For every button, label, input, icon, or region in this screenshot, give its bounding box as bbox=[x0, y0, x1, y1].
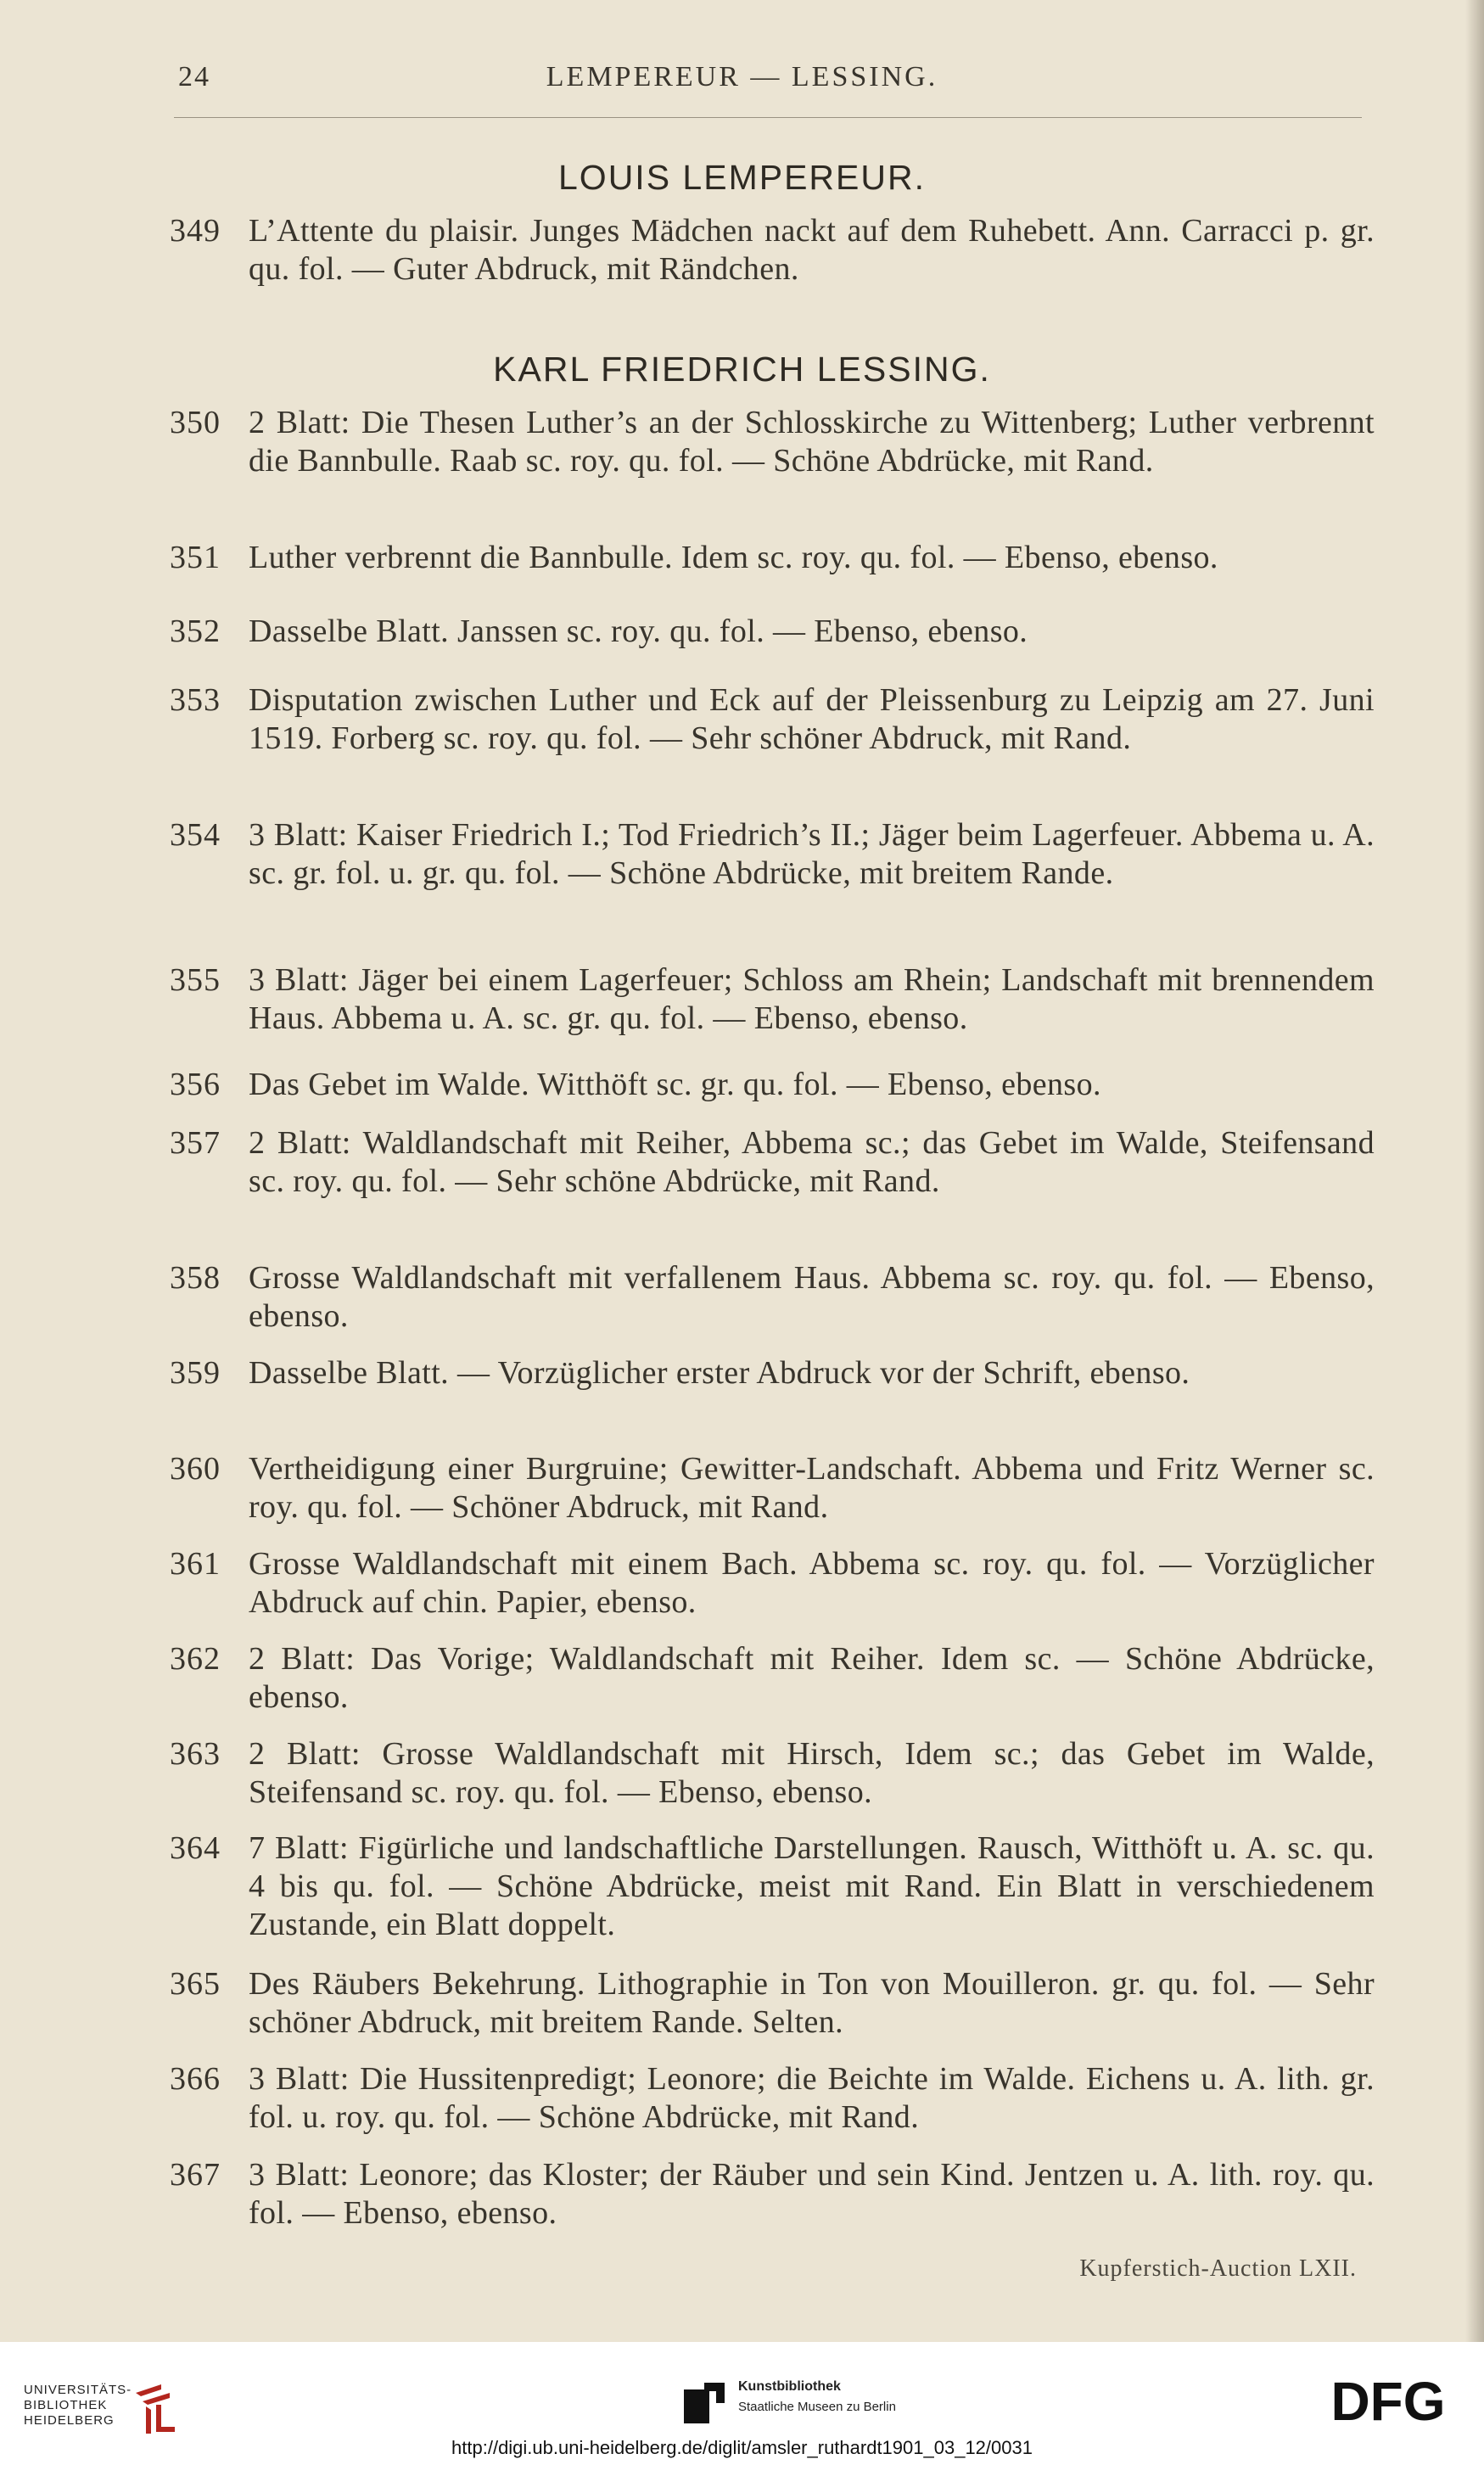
section-title-lempereur: LOUIS LEMPEREUR. bbox=[558, 158, 926, 197]
entry-number: 358 bbox=[170, 1260, 221, 1296]
entry-text: Grosse Waldlandschaft mit einem Bach. Abbema sc. roy. qu. fol. — Vorzüglicher Abdruck auf chin. Papier, ebenso. bbox=[249, 1546, 1375, 1620]
entry-text: Das Gebet im Walde. Witthöft sc. gr. qu. fol. — Ebenso, ebenso. bbox=[249, 1067, 1101, 1102]
entry-text: 3 Blatt: Kaiser Friedrich I.; Tod Friedrich’s II.; Jäger beim Lagerfeuer. Abbema u. A. sc. gr. fol. u. gr. qu. fol. — Schöne Abdrücke, mit breitem Rande. bbox=[249, 817, 1375, 891]
catalog-entry bbox=[170, 1829, 1375, 1944]
entry-text: 2 Blatt: Grosse Waldlandschaft mit Hirsch, Idem sc.; das Gebet im Walde, Steifensand sc. roy. qu. fol. — Ebenso, ebenso. bbox=[249, 1736, 1375, 1810]
library-name-line: UNIVERSITÄTS- bbox=[24, 2383, 132, 2397]
entry-number: 355 bbox=[170, 962, 221, 998]
catalog-entry bbox=[170, 681, 1375, 758]
entry-number: 363 bbox=[170, 1736, 221, 1772]
entry-number: 361 bbox=[170, 1546, 221, 1582]
catalog-entry bbox=[170, 212, 1375, 289]
entry-number: 360 bbox=[170, 1451, 221, 1487]
library-name[interactable] bbox=[24, 2383, 143, 2429]
catalog-entry bbox=[170, 816, 1375, 893]
entry-number: 366 bbox=[170, 2061, 221, 2097]
entry-text: 2 Blatt: Die Thesen Luther’s an der Schlosskirche zu Wittenberg; Luther verbrennt die Bannbulle. Raab sc. roy. qu. fol. — Schöne Abdrücke, mit Rand. bbox=[249, 405, 1375, 479]
header-rule bbox=[174, 117, 1362, 118]
entry-number: 349 bbox=[170, 213, 221, 249]
catalog-entry bbox=[170, 613, 1375, 651]
entry-text: 3 Blatt: Leonore; das Kloster; der Räuber und sein Kind. Jentzen u. A. lith. roy. qu. fol. — Ebenso, ebenso. bbox=[249, 2157, 1375, 2231]
entry-number: 357 bbox=[170, 1125, 221, 1161]
catalog-entry bbox=[170, 404, 1375, 480]
entry-number: 359 bbox=[170, 1355, 221, 1391]
entry-number: 352 bbox=[170, 613, 221, 649]
entry-text: 7 Blatt: Figürliche und landschaftliche Darstellungen. Rausch, Witthöft u. A. sc. qu. 4 bis qu. fol. — Schöne Abdrücke, meist mit Rand. Ein Blatt in verschiedenem Zustande, ein Blatt doppelt. bbox=[249, 1830, 1375, 1942]
entry-text: 2 Blatt: Das Vorige; Waldlandschaft mit Reiher. Idem sc. — Schöne Abdrücke, ebenso. bbox=[249, 1641, 1375, 1715]
entry-number: 353 bbox=[170, 682, 221, 718]
catalog-entry bbox=[170, 1259, 1375, 1336]
catalog-entry bbox=[170, 1066, 1375, 1104]
catalog-entry bbox=[170, 1965, 1375, 2042]
entry-number: 365 bbox=[170, 1966, 221, 2002]
kunstbibliothek-logo-icon[interactable] bbox=[679, 2378, 730, 2429]
heidelberg-library-logo-icon[interactable] bbox=[127, 2376, 183, 2437]
entry-text: Dasselbe Blatt. — Vorzüglicher erster Abdruck vor der Schrift, ebenso. bbox=[249, 1355, 1190, 1391]
entry-text: Dasselbe Blatt. Janssen sc. roy. qu. fol. — Ebenso, ebenso. bbox=[249, 613, 1028, 649]
entry-text: Grosse Waldlandschaft mit verfallenem Haus. Abbema sc. roy. qu. fol. — Ebenso, ebenso. bbox=[249, 1260, 1375, 1334]
library-name-line: HEIDELBERG bbox=[24, 2413, 115, 2428]
entry-text: 2 Blatt: Waldlandschaft mit Reiher, Abbema sc.; das Gebet im Walde, Steifensand sc. roy. qu. fol. — Sehr schöne Abdrücke, mit Rand. bbox=[249, 1125, 1375, 1199]
catalog-entry bbox=[170, 961, 1375, 1038]
entry-text: 3 Blatt: Jäger bei einem Lagerfeuer; Schloss am Rhein; Landschaft mit brennendem Haus. Abbema u. A. sc. gr. qu. fol. — Ebenso, ebenso. bbox=[249, 962, 1375, 1036]
entry-text: Des Räubers Bekehrung. Lithographie in Ton von Mouilleron. gr. qu. fol. — Sehr schöner Abdruck, mit breitem Rande. Selten. bbox=[249, 1966, 1375, 2040]
catalog-entry bbox=[170, 2060, 1375, 2137]
catalog-entry bbox=[170, 1735, 1375, 1812]
running-title: LEMPEREUR — LESSING. bbox=[546, 61, 938, 92]
catalog-entry bbox=[170, 1354, 1375, 1392]
kunstbibliothek-subtitle: Staatliche Museen zu Berlin bbox=[738, 2400, 896, 2414]
entry-text: Luther verbrennt die Bannbulle. Idem sc. roy. qu. fol. — Ebenso, ebenso. bbox=[249, 540, 1218, 575]
entry-number: 367 bbox=[170, 2157, 221, 2193]
library-name-line: BIBLIOTHEK bbox=[24, 2398, 108, 2412]
entry-number: 351 bbox=[170, 540, 221, 575]
entry-text: Disputation zwischen Luther und Eck auf der Pleissenburg zu Leipzig am 27. Juni 1519. Forberg sc. roy. qu. fol. — Sehr schöner Abdruck, mit Rand. bbox=[249, 682, 1375, 756]
kunstbibliothek-title: Kunstbibliothek bbox=[738, 2379, 841, 2394]
dfg-logo-text: DFG bbox=[1330, 2376, 1446, 2427]
catalog-entry bbox=[170, 2156, 1375, 2233]
entry-number: 350 bbox=[170, 405, 221, 440]
kunstbibliothek-text[interactable] bbox=[738, 2379, 896, 2414]
digitization-footer bbox=[0, 2342, 1484, 2465]
catalog-signature: Kupferstich-Auction LXII. bbox=[1079, 2255, 1357, 2282]
catalog-entry bbox=[170, 1124, 1375, 1201]
entry-number: 354 bbox=[170, 817, 221, 853]
entry-text: Vertheidigung einer Burgruine; Gewitter-Landschaft. Abbema und Fritz Werner sc. roy. qu. fol. — Schöner Abdruck, mit Rand. bbox=[249, 1451, 1375, 1525]
dfg-logo-icon[interactable] bbox=[1316, 2376, 1460, 2427]
entry-text: L’Attente du plaisir. Junges Mädchen nackt auf dem Ruhebett. Ann. Carracci p. gr. qu. fol. — Guter Abdruck, mit Rändchen. bbox=[249, 213, 1375, 287]
entry-text: 3 Blatt: Die Hussitenpredigt; Leonore; die Beichte im Walde. Eichens u. A. lith. gr. fol. u. roy. qu. fol. — Schöne Abdrücke, mit Rand. bbox=[249, 2061, 1375, 2135]
entry-number: 364 bbox=[170, 1830, 221, 1866]
catalog-entry bbox=[170, 1545, 1375, 1622]
source-url[interactable]: http://digi.ub.uni-heidelberg.de/diglit/amsler_ruthardt1901_03_12/0031 bbox=[451, 2437, 1033, 2458]
running-head bbox=[0, 61, 1484, 112]
page-number: 24 bbox=[178, 61, 210, 92]
entry-number: 356 bbox=[170, 1067, 221, 1102]
entry-number: 362 bbox=[170, 1641, 221, 1677]
section-title-lessing: KARL FRIEDRICH LESSING. bbox=[493, 350, 991, 389]
catalog-entry bbox=[170, 1640, 1375, 1717]
catalog-entry bbox=[170, 539, 1375, 577]
catalog-entry bbox=[170, 1450, 1375, 1527]
